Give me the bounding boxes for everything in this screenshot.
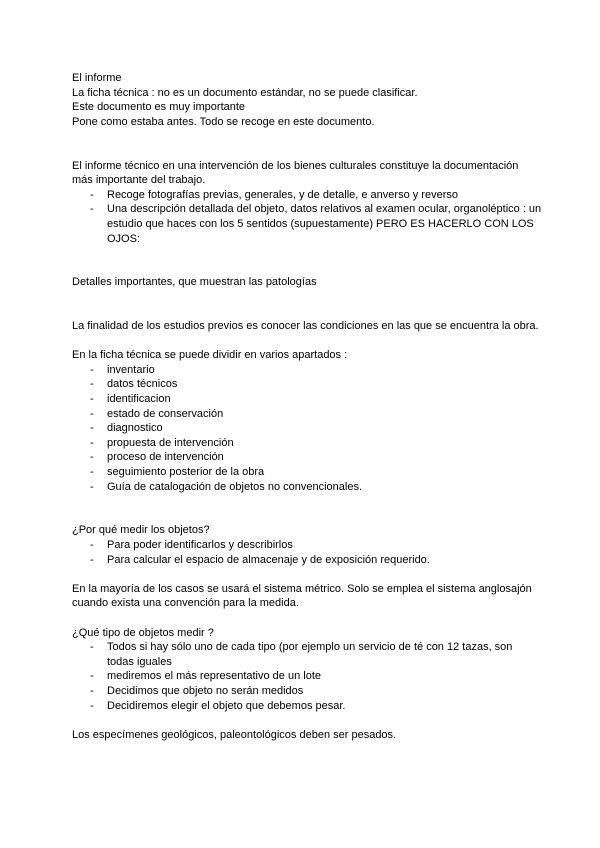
list-item: - Guía de catalogación de objetos no convencionales.	[90, 480, 363, 493]
list-item: - Decidimos que objeto no serán medidos	[90, 684, 304, 697]
dash-marker: -	[90, 363, 94, 376]
intro-section	[72, 71, 542, 129]
dash-marker: -	[90, 684, 94, 697]
dash-marker: -	[90, 203, 94, 216]
dash-marker: -	[90, 407, 94, 420]
question-por-que-medir: ¿Por qué medir los objetos?	[72, 524, 210, 537]
dash-marker: -	[90, 539, 94, 551]
list-item: - Todos si hay sólo uno de cada tipo (por ejemplo un servicio de té con 12 tazas, son todas iguales	[90, 641, 513, 668]
list-item: - seguimiento posterior de la obra	[90, 466, 265, 479]
heading-el-informe: El informe	[72, 72, 122, 84]
list-item: - proceso de intervención	[90, 451, 224, 464]
list-item: - Una descripción detallada del objeto, datos relativos al examen ocular, organoléptico : un estudio que haces con los 5 sentidos (supuestamente) PERO ES HACERLO CON LOS OJOS:	[90, 203, 542, 245]
dash-marker: -	[90, 188, 94, 201]
paragraph-finalidad-estudios: La finalidad de los estudios previos es conocer las condiciones en las que se encuentra la obra.	[72, 320, 539, 333]
dash-marker: -	[90, 480, 94, 493]
dash-marker: -	[90, 436, 94, 449]
dash-marker: -	[90, 553, 94, 566]
paragraph-sistema-metrico: En la mayoría de los casos se usará el sistema métrico. Solo se emplea el sistema anglosajón cuando exista una convención para la medida.	[72, 582, 532, 610]
informe-tecnico-section	[72, 159, 542, 247]
dash-marker: -	[90, 451, 94, 464]
dash-marker: -	[90, 670, 94, 683]
list-item: - datos técnicos	[90, 378, 178, 391]
paragraph-ficha-tecnica: La ficha técnica : no es un documento estándar, no se puede clasificar.	[72, 86, 418, 99]
dash-marker: -	[90, 641, 94, 654]
list-item: - Decidiremos elegir el objeto que debemos pesar.	[90, 699, 346, 712]
list-item: - Para poder identificarlos y describirlos	[90, 539, 293, 551]
apartados-list	[72, 363, 542, 494]
list-item: - inventario	[90, 363, 155, 376]
que-tipo-list	[72, 640, 542, 713]
paragraph-documento-importante: Este documento es muy importante	[72, 101, 246, 114]
list-item: - Recoge fotografías previas, generales, y de detalle, e anverso y reverso	[90, 188, 458, 201]
question-que-tipo: ¿Qué tipo de objetos medir ?	[72, 626, 214, 639]
que-tipo-section	[72, 626, 542, 714]
dash-marker: -	[90, 393, 94, 406]
informe-tecnico-list	[72, 188, 542, 246]
list-item: - identificacion	[90, 393, 171, 406]
dash-marker: -	[90, 699, 94, 712]
apartados-section	[72, 348, 542, 494]
paragraph-pone-como-estaba: Pone como estaba antes. Todo se recoge en este documento.	[72, 115, 375, 128]
por-que-medir-section	[72, 523, 542, 567]
por-que-medir-list	[72, 538, 542, 567]
paragraph-informe-tecnico: El informe técnico en una intervención de los bienes culturales constituye la documentación más importante del trabajo.	[72, 159, 519, 187]
document-page	[72, 71, 542, 742]
list-item: - diagnostico	[90, 422, 163, 435]
list-item: - propuesta de intervención	[90, 436, 234, 449]
list-item: - estado de conservación	[90, 407, 224, 420]
dash-marker: -	[90, 422, 94, 435]
paragraph-apartados-intro: En la ficha técnica se puede dividir en varios apartados :	[72, 349, 348, 362]
paragraph-detalles-importantes: Detalles importantes, que muestran las patologías	[72, 276, 317, 289]
list-item: - mediremos el más representativo de un lote	[90, 670, 321, 683]
dash-marker: -	[90, 466, 94, 479]
list-item: - Para calcular el espacio de almacenaje y de exposición requerido.	[90, 553, 430, 566]
dash-marker: -	[90, 378, 94, 391]
paragraph-especimenes: Los especímenes geológicos, paleontológicos deben ser pesados.	[72, 728, 397, 741]
